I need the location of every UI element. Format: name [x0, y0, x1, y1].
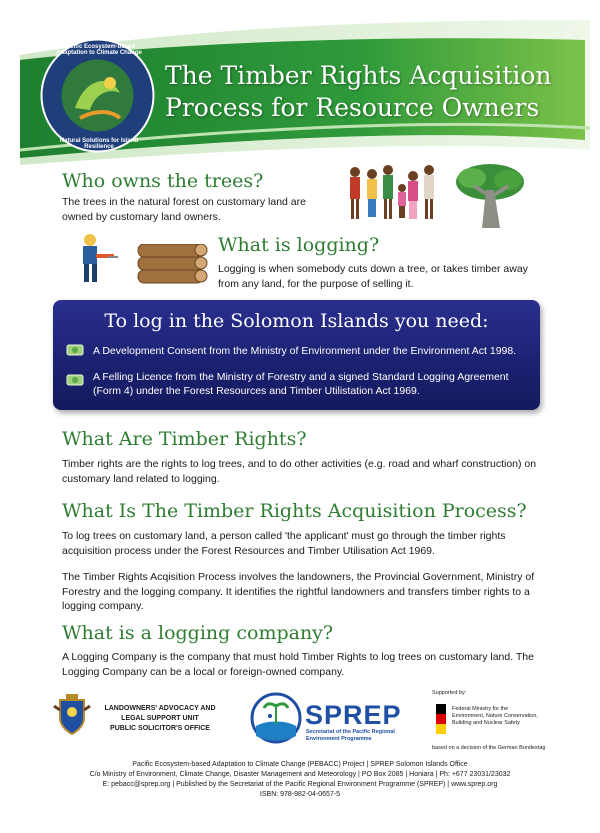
timber-rights-text: Timber rights are the rights to log trees, and to do other activities (e.g. road and wharf construction) on customary land related to logging.: [62, 458, 537, 485]
logging-text: Logging is when somebody cuts down a tree, or takes timber away from any land, for the purpose of selling it.: [218, 263, 528, 290]
family-illustration: [345, 162, 445, 224]
ministry-line-2: Environment, Nature Conservation,: [452, 713, 538, 719]
german-eagle-flag-icon: [436, 704, 446, 734]
seal-bottom-text: Natural Solutions for Island Resilience: [59, 138, 139, 150]
title-line-2: Process for Resource Owners: [165, 93, 540, 122]
footer-line-1: Pacific Ecosystem-based Adaptation to Climate Change (PEBACC) Project | SPREP Solomon Islands Office: [132, 761, 468, 768]
landowners-unit-line-2: LEGAL SUPPORT UNIT: [121, 715, 199, 722]
ministry-line-1: Federal Ministry for the: [452, 706, 509, 712]
requirements-heading: To log in the Solomon Islands you need:: [104, 310, 489, 332]
logger-illustration: [68, 232, 118, 287]
pebacc-seal-logo: [40, 38, 155, 153]
sprep-subtitle: [306, 729, 395, 743]
bundestag-text: based on a decision of the German Bundestag: [432, 745, 546, 751]
process-text-1: To log trees on customary land, a person called 'the applicant' must go through the timber rights acquisition process under the Forest Resources and Timber Utilisation Act 1969.: [62, 530, 506, 557]
header-banner: [0, 0, 600, 175]
footer-line-3: E: pebacc@sprep.org | Published by the Secretariat of the Pacific Regional Environment Programme (SPREP) | www.sprep.org: [102, 781, 498, 788]
heading-timber-rights: What Are Timber Rights?: [62, 428, 307, 450]
requirements-box: [53, 300, 540, 410]
title-line-1: The Timber Rights Acquisition: [165, 61, 552, 90]
sprep-subtitle-line-1: Secretariat of the Pacific Regional: [306, 729, 395, 735]
money-bullet-icon: [66, 373, 84, 387]
supported-by-label: Supported by:: [432, 690, 467, 696]
requirement-item-1: A Development Consent from the Ministry of Environment under the Environment Act 1998.: [93, 345, 517, 357]
owners-text: The trees in the natural forest on customary land are owned by customary land owners.: [62, 196, 306, 223]
log-pile-illustration: [133, 244, 208, 286]
heading-logging-company: What is a logging company?: [62, 622, 334, 644]
landowners-unit-line-3: PUBLIC SOLICITOR'S OFFICE: [110, 725, 210, 732]
ministry-text: [452, 706, 538, 727]
ministry-line-3: Building and Nuclear Safety: [452, 720, 520, 726]
heading-acquisition-process: What Is The Timber Rights Acquisition Process?: [62, 500, 527, 522]
company-text: A Logging Company is the company that must hold Timber Rights to log trees on customary land. The Logging Company can be a local or foreign-owned company.: [62, 651, 534, 678]
seal-top-text: Pacific Ecosystem-based Adaptation to Climate Change: [56, 44, 142, 56]
landowners-unit-text: [95, 704, 225, 734]
footer-line-2: C/o Ministry of Environment, Climate Change, Disaster Management and Meteorology | PO Box 2085 | Honiara | Ph: +677 23031/23032: [89, 771, 511, 778]
landowners-unit-line-1: LANDOWNERS' ADVOCACY AND: [104, 705, 216, 712]
sprep-wordmark: SPREP: [305, 700, 402, 730]
sprep-subtitle-line-2: Environment Programme: [306, 736, 372, 742]
process-text-2: The Timber Rights Acqisition Process involves the landowners, the Provincial Government, Ministry of Forestry and the logging company. It identifies the rightful landowners and transfers timber rights to a logging company.: [62, 571, 535, 612]
heading-who-owns: Who owns the trees?: [62, 170, 264, 192]
requirement-item-2: A Felling Licence from the Ministry of Forestry and a signed Standard Logging Agreement (Form 4) under the Forest Resources and Timber Utilistation Act 1969.: [93, 371, 509, 397]
coat-of-arms-logo: [52, 692, 92, 737]
tree-icon: [450, 160, 530, 232]
page-title: [165, 60, 585, 124]
sprep-logo-emblem: [250, 692, 302, 744]
heading-what-is-logging: What is logging?: [218, 234, 380, 256]
money-bullet-icon: [66, 343, 84, 357]
footer-line-4: ISBN: 978-982-04-0657-5: [259, 791, 341, 798]
